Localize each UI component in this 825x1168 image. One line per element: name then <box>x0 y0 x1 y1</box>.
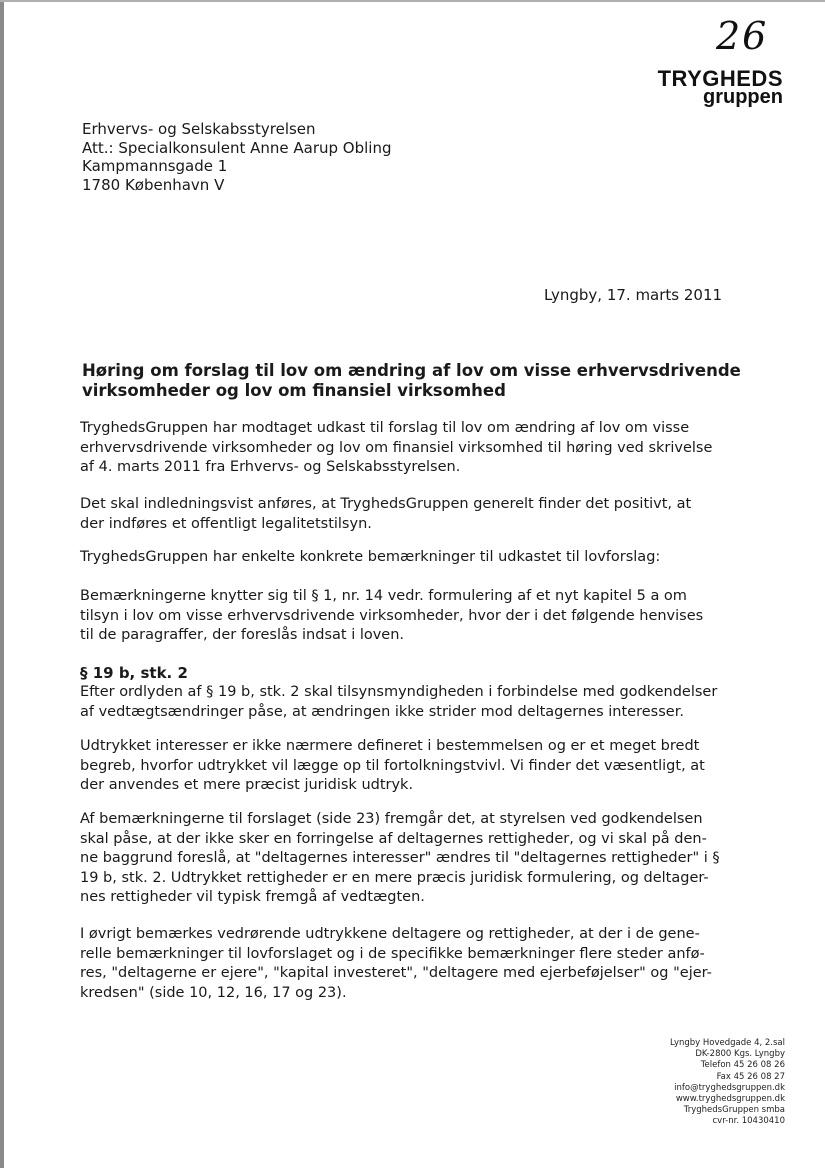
paragraph-line: Det skal indledningsvist anføres, at TryghedsGruppen generelt finder det positivt, at <box>80 496 692 512</box>
paragraph-line: af 4. marts 2011 fra Erhvervs- og Selskabsstyrelsen. <box>80 459 461 475</box>
recipient-line: Kampmannsgade 1 <box>82 157 228 175</box>
paragraph-line: I øvrigt bemærkes vedrørende udtrykkene deltagere og rettigheder, at der i de gene- <box>80 926 700 942</box>
paragraph-proposal <box>80 810 720 908</box>
paragraph-line: nes rettigheder vil typisk fremgå af vedtægten. <box>80 889 425 905</box>
paragraph-line: til de paragraffer, der foreslås indsat i loven. <box>80 627 405 643</box>
logo-bottom-text: gruppen <box>703 86 783 108</box>
paragraph-line: TryghedsGruppen har modtaget udkast til forslag til lov om ændring af lov om visse <box>80 420 690 436</box>
footer-fax: Fax 45 26 08 27 <box>716 1071 785 1082</box>
paragraph-other-remarks <box>80 925 712 1003</box>
footer-email: info@tryghedsgruppen.dk <box>674 1082 785 1093</box>
paragraph-line: res, "deltagerne er ejere", "kapital investeret", "deltagere med ejerbeføjelser" og "ejer- <box>80 965 712 981</box>
footer-company: TryghedsGruppen smba <box>683 1105 785 1116</box>
paragraph-line: tilsyn i lov om visse erhvervsdrivende virksomheder, hvor der i det følgende henvises <box>80 607 704 624</box>
paragraph-line: relle bemærkninger til lovforslaget og i de specifikke bemærkninger flere steder anfø- <box>80 945 705 962</box>
logo-top-text: TRYGHEDS <box>657 66 783 91</box>
recipient-line: 1780 København V <box>82 175 225 194</box>
letter-date: Lyngby, 17. marts 2011 <box>544 286 723 304</box>
paragraph-line: Af bemærkningerne til forslaget (side 23) fremgår det, at styrelsen ved godkendelsen <box>80 811 703 827</box>
scan-edge-top <box>0 0 825 2</box>
recipient-address <box>82 120 392 194</box>
scan-edge-left <box>0 0 4 1168</box>
heading-line: virksomheder og lov om finansiel virksomhed <box>82 381 506 400</box>
paragraph-line: af vedtægtsændringer påse, at ændringen ikke strider mod deltagernes interesser. <box>80 703 684 720</box>
handwritten-page-number: 26 <box>716 14 769 58</box>
paragraph-line: der indføres et offentligt legalitetstilsyn. <box>80 515 372 532</box>
letter-heading <box>82 361 762 401</box>
recipient-line: Att.: Specialkonsulent Anne Aarup Obling <box>82 138 392 157</box>
paragraph-positive <box>80 495 691 534</box>
footer-website: www.tryghedsgruppen.dk <box>675 1094 785 1105</box>
section-heading: § 19 b, stk. 2 <box>80 664 188 682</box>
paragraph-line: Bemærkningerne knytter sig til § 1, nr. 14 vedr. formulering af et nyt kapitel 5 a om <box>80 588 687 604</box>
paragraph-line: ne baggrund foreslå, at "deltagernes interesser" ændres til "deltagernes rettigheder" i § <box>80 850 720 866</box>
footer-address: Lyngby Hovedgade 4, 2.sal <box>670 1038 785 1048</box>
company-footer <box>670 1038 785 1128</box>
paragraph-interests <box>80 737 705 796</box>
paragraph-scope <box>80 587 703 646</box>
paragraph-line: 19 b, stk. 2. Udtrykket rettigheder er en mere præcis juridisk formulering, og deltager- <box>80 869 709 886</box>
footer-cvr: cvr-nr. 10430410 <box>712 1116 785 1127</box>
recipient-line: Erhvervs- og Selskabsstyrelsen <box>82 120 316 138</box>
footer-city: DK-2800 Kgs. Lyngby <box>695 1049 785 1060</box>
paragraph-line: kredsen" (side 10, 12, 16, 17 og 23). <box>80 984 347 1001</box>
paragraph-line: skal påse, at der ikke sker en forringelse af deltagernes rettigheder, og vi skal på den- <box>80 830 707 847</box>
paragraph-line: der anvendes et mere præcist juridisk udtryk. <box>80 777 414 793</box>
heading-line: Høring om forslag til lov om ændring af lov om visse erhvervsdrivende <box>82 361 741 380</box>
paragraph-wording <box>80 683 717 722</box>
paragraph-line: Udtrykket interesser er ikke nærmere defineret i bestemmelsen og er et meget bredt <box>80 738 700 754</box>
paragraph-line: erhvervsdrivende virksomheder og lov om finansiel virksomhed til høring ved skrivelse <box>80 439 713 456</box>
paragraph-line: Efter ordlyden af § 19 b, stk. 2 skal tilsynsmyndigheden i forbindelse med godkendelser <box>80 684 718 700</box>
paragraph-line: TryghedsGruppen har enkelte konkrete bemærkninger til udkastet til lovforslag: <box>80 549 661 565</box>
tryghedsgruppen-logo <box>658 68 783 106</box>
paragraph-intro <box>80 419 712 478</box>
paragraph-line: begreb, hvorfor udtrykket vil lægge op til fortolkningstvivl. Vi finder det væsentligt, at <box>80 757 705 774</box>
paragraph-remarks-intro <box>80 548 660 568</box>
footer-phone: Telefon 45 26 08 26 <box>700 1060 785 1071</box>
